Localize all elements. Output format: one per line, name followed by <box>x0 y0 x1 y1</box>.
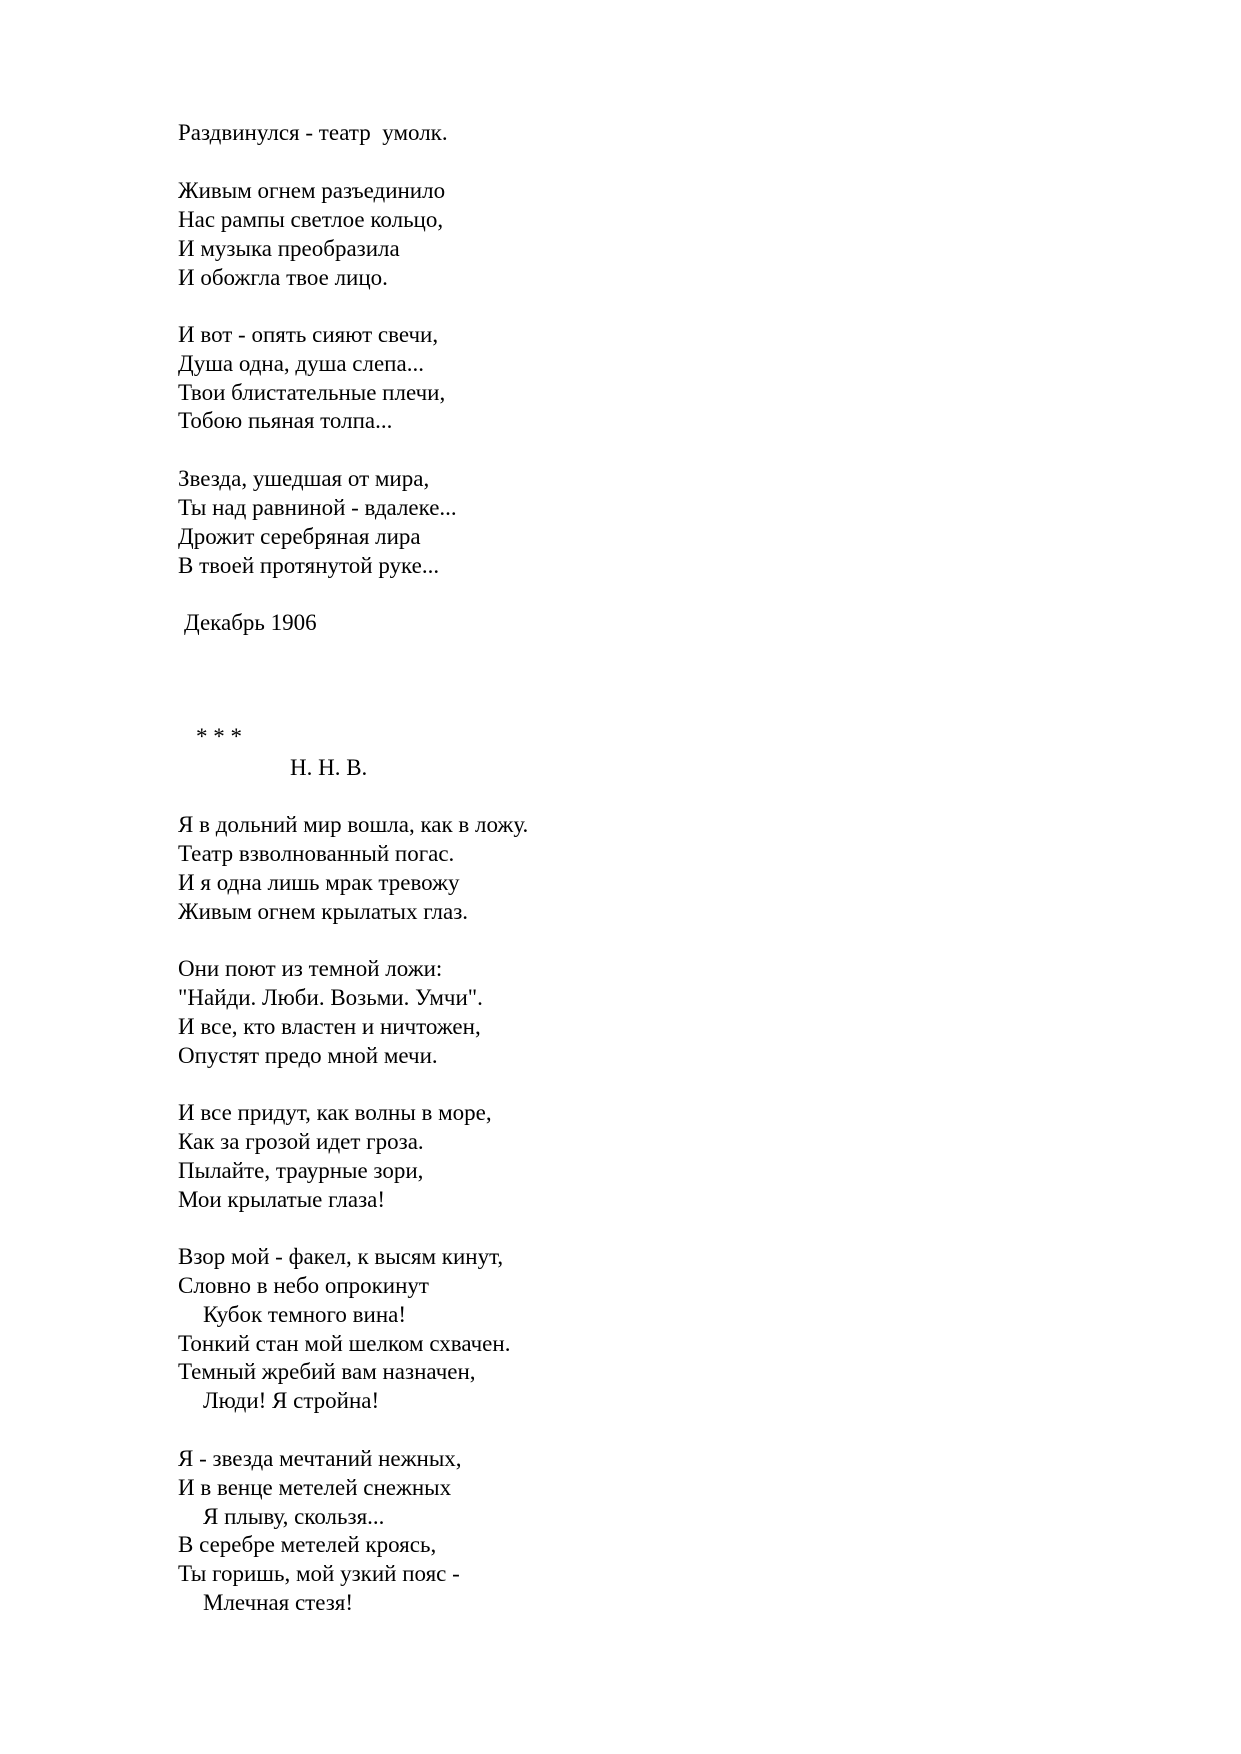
poem-line: Я в дольний мир вошла, как в ложу. <box>178 812 529 837</box>
poem-line: Твои блистательные плечи, <box>178 380 446 405</box>
poem-line: Как за грозой идет гроза. <box>178 1129 424 1154</box>
poem-line: В твоей протянутой руке... <box>178 553 440 578</box>
poem-line: Ты над равниной - вдалеке... <box>178 495 457 520</box>
poem-line: И все придут, как волны в море, <box>178 1100 492 1125</box>
poem-line: Тонкий стан мой шелком схвачен. <box>178 1331 511 1356</box>
poem-line: "Найди. Люби. Возьми. Умчи". <box>178 985 483 1010</box>
poem-line: Душа одна, душа слепа... <box>178 351 424 376</box>
poem-line: Взор мой - факел, к высям кинут, <box>178 1244 504 1269</box>
poem-line: Я плыву, скользя... <box>203 1504 385 1529</box>
poem-line: Люди! Я стройна! <box>203 1388 380 1413</box>
poem-line: Нас рампы светлое кольцо, <box>178 207 444 232</box>
poem-line: Опустят предо мной мечи. <box>178 1043 438 1068</box>
poem-line: И вот - опять сияют свечи, <box>178 322 439 347</box>
poem-line: И музыка преобразила <box>178 236 400 261</box>
poem-line: Раздвинулся - театр умолк. <box>178 120 448 145</box>
poem-line: Темный жребий вам назначен, <box>178 1359 476 1384</box>
poem-line: В серебре метелей кроясь, <box>178 1532 437 1557</box>
poem-date: Декабрь 1906 <box>184 610 317 635</box>
poem-line: Пылайте, траурные зори, <box>178 1158 424 1183</box>
poem-line: Словно в небо опрокинут <box>178 1273 429 1298</box>
poem-line: Я - звезда мечтаний нежных, <box>178 1446 462 1471</box>
poem-line: И я одна лишь мрак тревожу <box>178 870 460 895</box>
section-separator: * * * <box>196 724 242 749</box>
poem-line: Живым огнем разъединило <box>178 178 446 203</box>
poem-line: Мои крылатые глаза! <box>178 1187 386 1212</box>
poem-line: Кубок темного вина! <box>203 1302 407 1327</box>
poem-line: Ты горишь, мой узкий пояс - <box>178 1561 460 1586</box>
poem-line: Живым огнем крылатых глаз. <box>178 899 469 924</box>
poem-line: Тобою пьяная толпа... <box>178 408 393 433</box>
poem-line: Дрожит серебряная лира <box>178 524 421 549</box>
poem-dedication: Н. Н. В. <box>290 755 368 780</box>
poem-line: И обожгла твое лицо. <box>178 265 388 290</box>
poem-line: И все, кто властен и ничтожен, <box>178 1014 481 1039</box>
poem-line: Они поют из темной ложи: <box>178 956 443 981</box>
poem-line: Звезда, ушедшая от мира, <box>178 466 430 491</box>
poem-line: Млечная стезя! <box>203 1590 354 1615</box>
poem-line: И в венце метелей снежных <box>178 1475 452 1500</box>
poem-line: Театр взволнованный погас. <box>178 841 455 866</box>
